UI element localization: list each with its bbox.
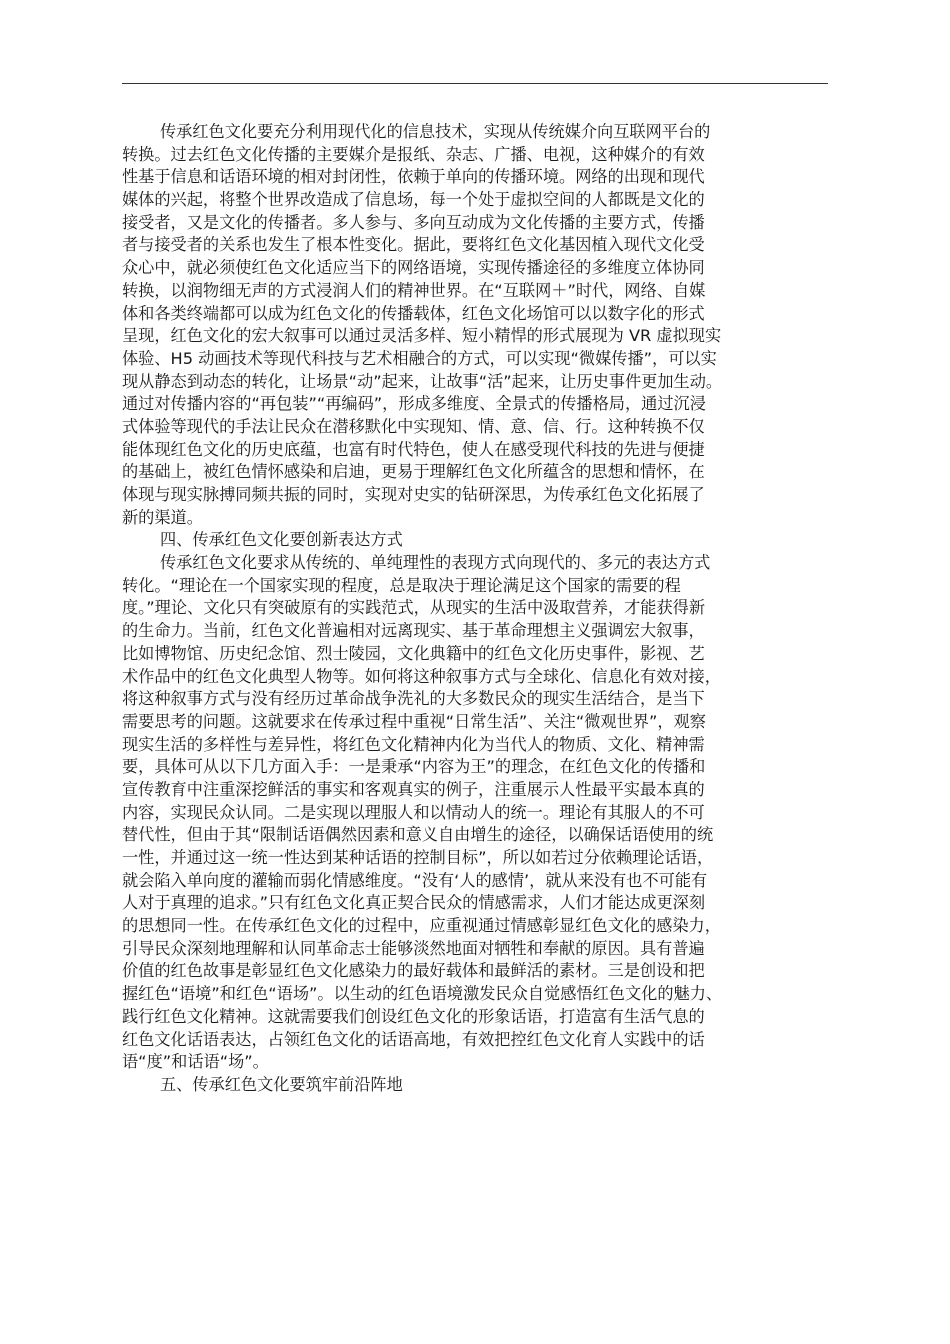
section-heading: 四、传承红色文化要创新表达方式 (160, 530, 403, 550)
paragraph-line: 内容，实现民众认同。二是实现以理服人和以情动人的统一。理论有其服人的不可 (122, 802, 705, 822)
paragraph-line: 众心中，就必须使红色文化适应当下的网络语境，实现传播途径的多维度立体协同 (122, 258, 705, 278)
paragraph-line: 通过对传播内容的“再包装”“再编码”，形成多维度、全景式的传播格局，通过沉浸 (122, 394, 706, 414)
paragraph-line: 比如博物馆、历史纪念馆、烈士陵园，文化典籍中的红色文化历史事件，影视、艺 (122, 643, 705, 663)
paragraph-line: 就会陷入单向度的灌输而弱化情感维度。“没有‘人的感情’，就从来没有也不可能有 (122, 870, 708, 890)
paragraph-line: 践行红色文化精神。这就需要我们创设红色文化的形象话语，打造富有生活气息的 (122, 1006, 705, 1026)
paragraph-line: 呈现，红色文化的宏大叙事可以通过灵活多样、短小精悍的形式展现为 VR 虚拟现实 (122, 326, 722, 346)
paragraph-line: 转换，以润物细无声的方式浸润人们的精神世界。在“互联网＋”时代，网络、自媒 (122, 280, 706, 300)
paragraph-line: 能体现红色文化的历史底蕴，也富有时代特色，使人在感受现代科技的先进与便捷 (122, 439, 705, 459)
paragraph-line: 体现与现实脉搏同频共振的同时，实现对史实的钻研深思，为传承红色文化拓展了 (122, 485, 705, 504)
paragraph-line: 术作品中的红色文化典型人物等。如何将这种叙事方式与全球化、信息化有效对接， (122, 666, 721, 686)
paragraph-line: 价值的红色故事是彰显红色文化感染力的最好载体和最鲜活的素材。三是创设和把 (122, 961, 705, 981)
paragraph-line: 性基于信息和话语环境的相对封闭性，依赖于单向的传播环境。网络的出现和现代 (122, 167, 705, 187)
paragraph-line: 体验、H5 动画技术等现代科技与艺术相融合的方式，可以实现“微媒传播”，可以实 (122, 348, 717, 368)
paragraph-line: 的思想同一性。在传承红色文化的过程中，应重视通过情感彰显红色文化的感染力， (122, 916, 721, 936)
paragraph-line: 引导民众深刻地理解和认同革命志士能够淡然地面对牺牲和奉献的原因。具有普遍 (122, 938, 705, 958)
header-rule (122, 83, 828, 84)
paragraph-line: 将这种叙事方式与没有经历过革命战争洗礼的大多数民众的现实生活结合，是当下 (122, 689, 705, 709)
paragraph-line: 一性，并通过这一统一性达到某种话语的控制目标”，所以如若过分依赖理论话语， (122, 848, 714, 867)
paragraph-line: 传承红色文化要充分利用现代化的信息技术，实现从传统媒介向互联网平台的 (160, 122, 711, 141)
paragraph-line: 需要思考的问题。这就要求在传承过程中重视“日常生活”、关注“微观世界”，观察 (122, 711, 706, 731)
paragraph-line: 要，具体可从以下几方面入手：一是秉承“内容为王”的理念，在红色文化的传播和 (122, 757, 706, 777)
paragraph-line: 度。”理论、文化只有突破原有的实践范式，从现实的生活中汲取营养，才能获得新 (122, 598, 706, 618)
paragraph-line: 新的渠道。 (122, 507, 203, 527)
paragraph-line: 握红色“语境”和红色“语场”。以生动的红色语境激发民众自觉感悟红色文化的魅力、 (122, 984, 723, 1004)
paragraph-line: 语“度”和话语“场”。 (122, 1052, 269, 1072)
paragraph-line: 宣传教育中注重深挖鲜活的事实和客观真实的例子，注重展示人性最平实最本真的 (122, 779, 705, 799)
paragraph-line: 转换。过去红色文化传播的主要媒介是报纸、杂志、广播、电视，这种媒介的有效 (122, 144, 705, 164)
paragraph-line: 转化。“理论在一个国家实现的程度，总是取决于理论满足这个国家的需要的程 (122, 575, 681, 595)
paragraph-line: 的基础上，被红色情怀感染和启迪，更易于理解红色文化所蕴含的思想和情怀，在 (122, 462, 705, 482)
paragraph-line: 式体验等现代的手法让民众在潜移默化中实现知、情、意、信、行。这种转换不仅 (122, 416, 705, 436)
paragraph-line: 媒体的兴起，将整个世界改造成了信息场，每一个处于虚拟空间的人都既是文化的 (122, 190, 705, 210)
paragraph-line: 红色文化话语表达，占领红色文化的话语高地，有效把控红色文化育人实践中的话 (122, 1029, 705, 1049)
paragraph-line: 传承红色文化要求从传统的、单纯理性的表现方式向现代的、多元的表达方式 (160, 553, 711, 573)
body-text (122, 121, 828, 1097)
paragraph-line: 者与接受者的关系也发生了根本性变化。据此，要将红色文化基因植入现代文化受 (122, 235, 705, 255)
paragraph-line: 现从静态到动态的转化，让场景“动”起来，让故事“活”起来，让历史事件更加生动。 (122, 371, 723, 391)
paragraph-line: 的生命力。当前，红色文化普遍相对远离现实、基于革命理想主义强调宏大叙事， (122, 621, 705, 641)
paragraph-line: 体和各类终端都可以成为红色文化的传播载体，红色文化场馆可以以数字化的形式 (122, 303, 705, 323)
paragraph-line: 接受者，又是文化的传播者。多人参与、多向互动成为文化传播的主要方式，传播 (122, 212, 705, 232)
paragraph-line: 现实生活的多样性与差异性，将红色文化精神内化为当代人的物质、文化、精神需 (122, 734, 705, 754)
paragraph-line: 替代性，但由于其“限制话语偶然因素和意义自由增生的途径，以确保话语使用的统 (122, 825, 714, 845)
section-heading: 五、传承红色文化要筑牢前沿阵地 (160, 1074, 403, 1094)
paragraph-line: 人对于真理的追求。”只有红色文化真正契合民众的情感需求，人们才能达成更深刻 (122, 893, 706, 913)
